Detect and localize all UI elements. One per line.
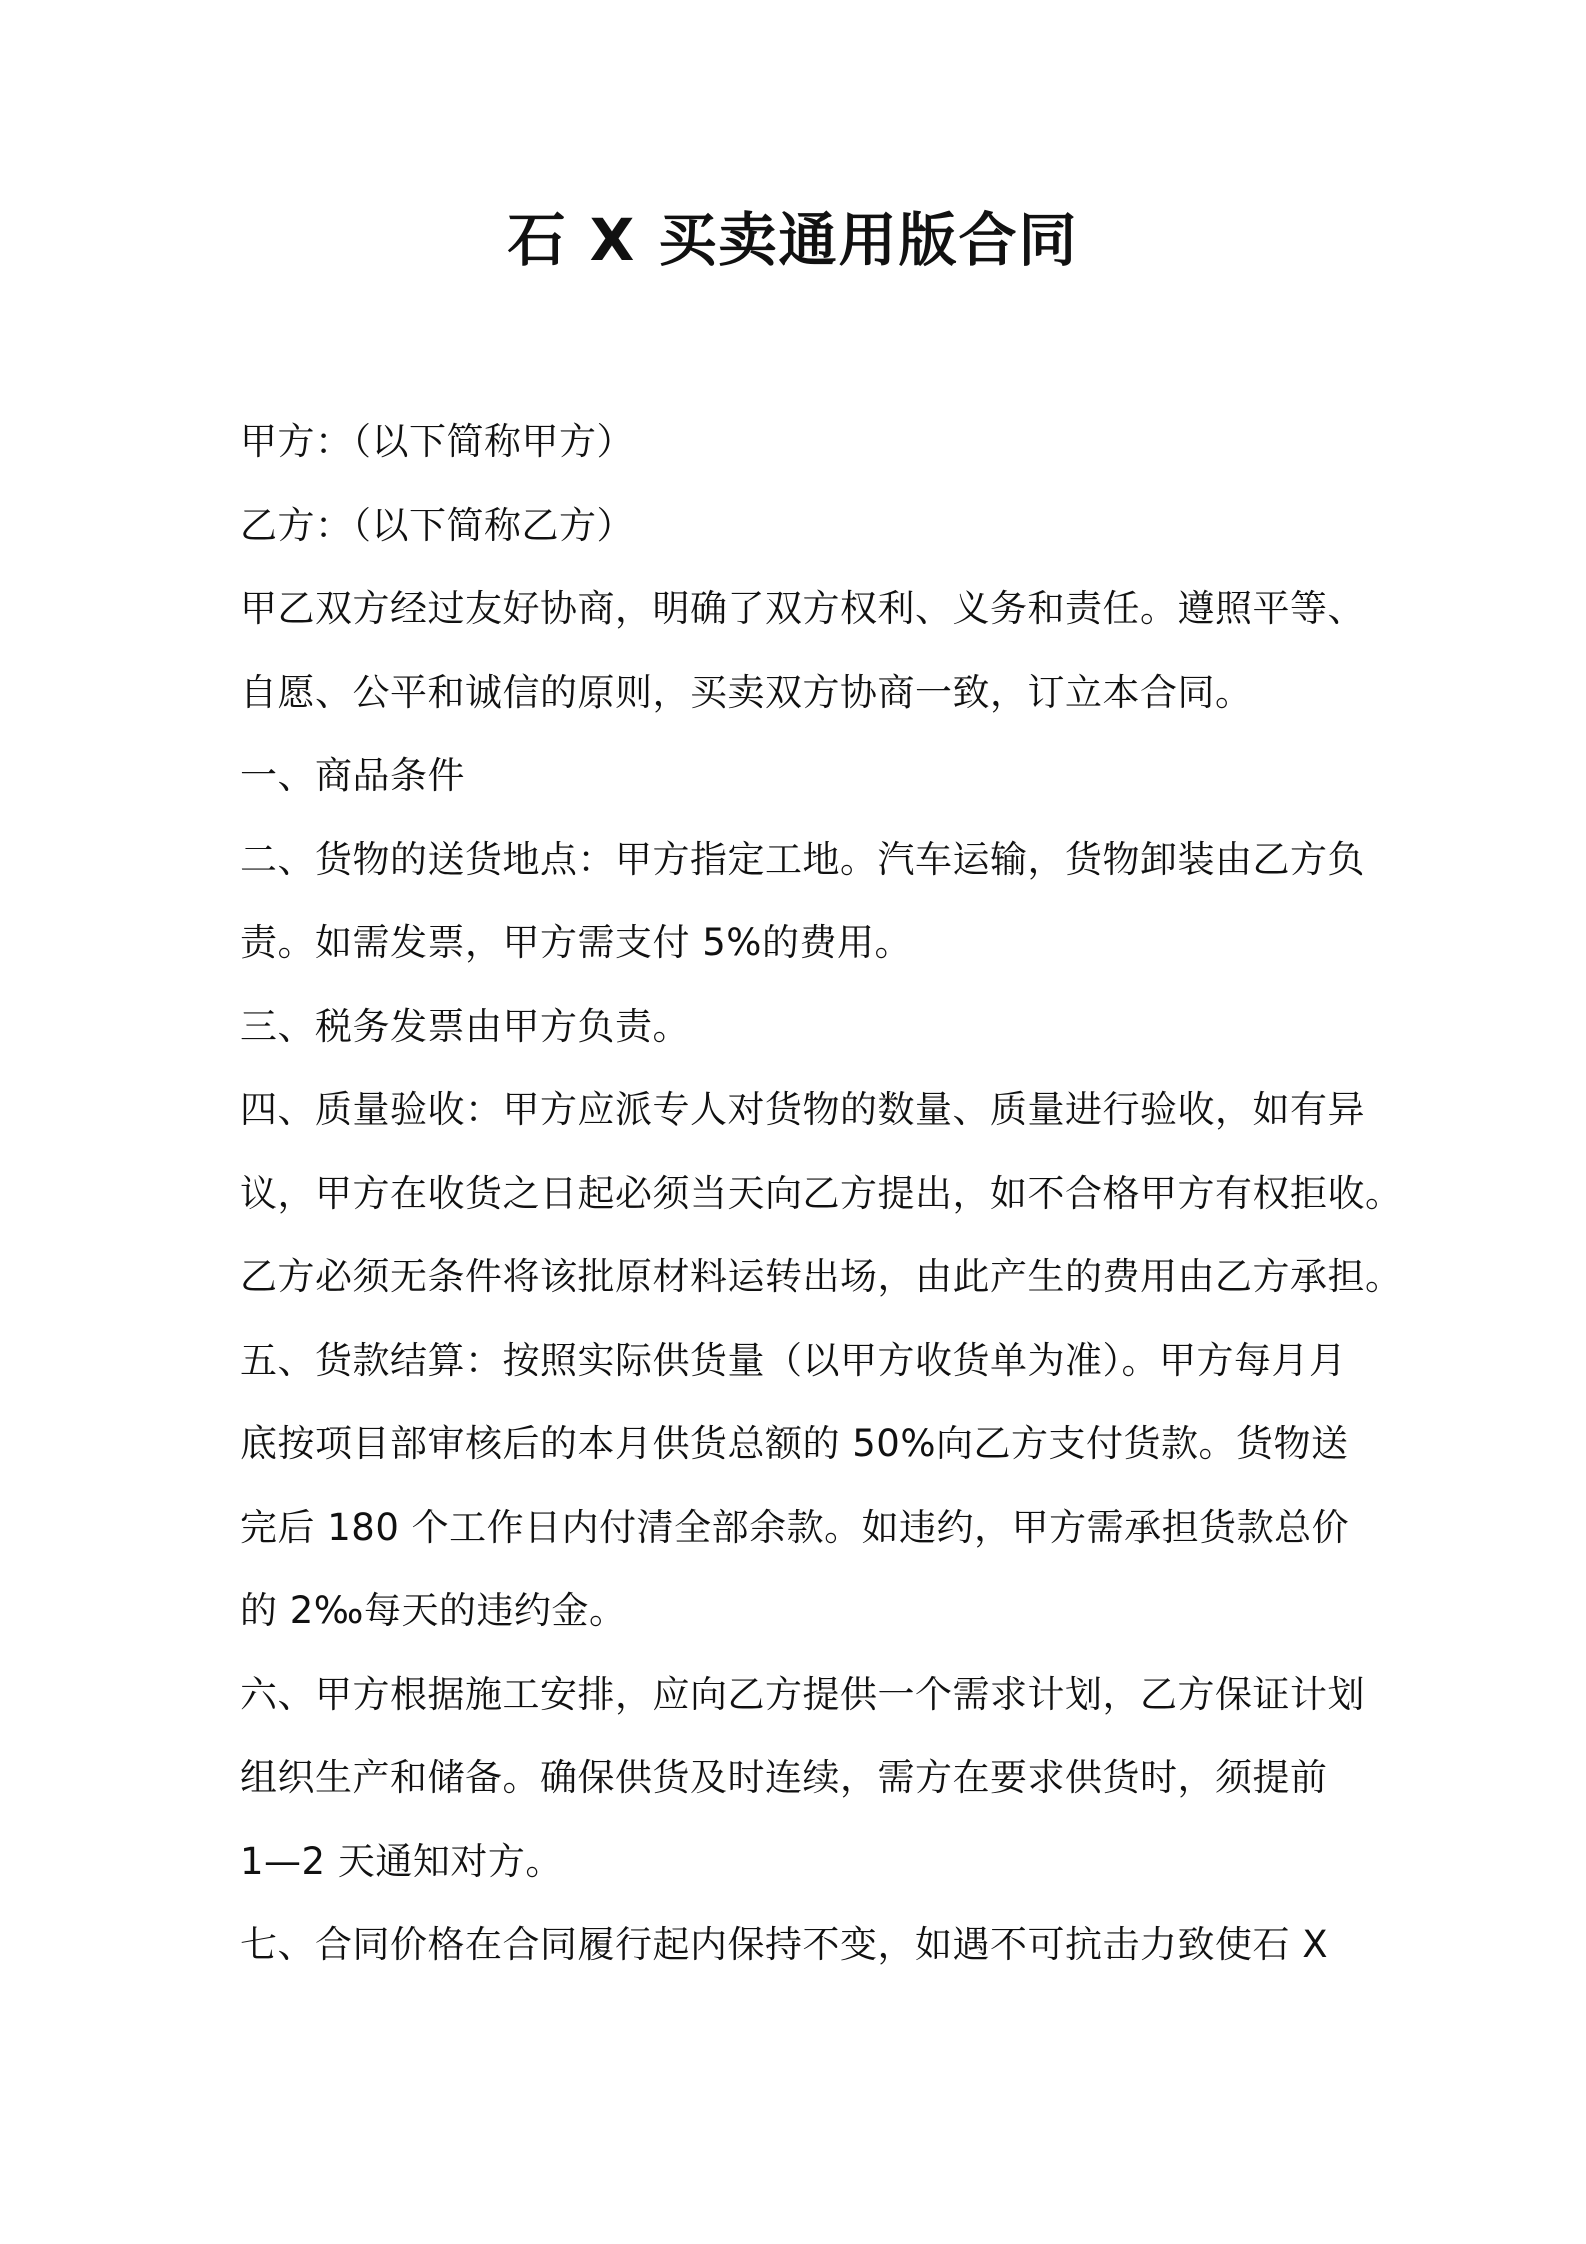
clause-5-line-4: 的 2‰每天的违约金。 — [240, 1589, 627, 1632]
clause-3-line-1: 三、税务发票由甲方负责。 — [240, 1004, 690, 1048]
clause-5-line-3: 完后 180 个工作日内付清全部余款。如违约，甲方需承担货款总价 — [240, 1505, 1350, 1549]
document-title: 石 X 买卖通用版合同 — [507, 206, 1079, 274]
clause-6-line-3: 1—2 天通知对方。 — [240, 1839, 563, 1883]
clause-6-line-2: 组织生产和储备。确保供货及时连续，需方在要求供货时，须提前 — [240, 1756, 1328, 1799]
clause-2-line-2: 责。如需发票，甲方需支付 5%的费用。 — [240, 921, 912, 964]
preamble-line-2: 自愿、公平和诚信的原则，买卖双方协商一致，订立本合同。 — [240, 670, 1253, 714]
party-a-line: 甲方：（以下简称甲方） — [240, 420, 634, 463]
document-body — [240, 400, 1403, 1987]
clause-7-line-1: 七、合同价格在合同履行起内保持不变，如遇不可抗击力致使石 X — [240, 1923, 1329, 1966]
clause-5-line-2: 底按项目部审核后的本月供货总额的 50%向乙方支付货款。货物送 — [240, 1422, 1349, 1465]
clause-5-line-1: 五、货款结算：按照实际供货量（以甲方收货单为准）。甲方每月月 — [240, 1338, 1347, 1382]
clause-4-line-1: 四、质量验收：甲方应派专人对货物的数量、质量进行验收，如有异 — [240, 1088, 1365, 1131]
party-b-line: 乙方：（以下简称乙方） — [240, 503, 634, 547]
clause-4-line-3: 乙方必须无条件将该批原材料运转出场，由此产生的费用由乙方承担。 — [240, 1255, 1403, 1298]
clause-2-line-1: 二、货物的送货地点：甲方指定工地。汽车运输，货物卸装由乙方负 — [240, 837, 1365, 881]
preamble-line-1: 甲乙双方经过友好协商，明确了双方权利、义务和责任。遵照平等、 — [240, 587, 1365, 630]
clause-6-line-1: 六、甲方根据施工安排，应向乙方提供一个需求计划，乙方保证计划 — [240, 1672, 1365, 1716]
clause-4-line-2: 议，甲方在收货之日起必须当天向乙方提出，如不合格甲方有权拒收。 — [240, 1171, 1403, 1215]
clause-1-line-1: 一、商品条件 — [240, 754, 465, 797]
